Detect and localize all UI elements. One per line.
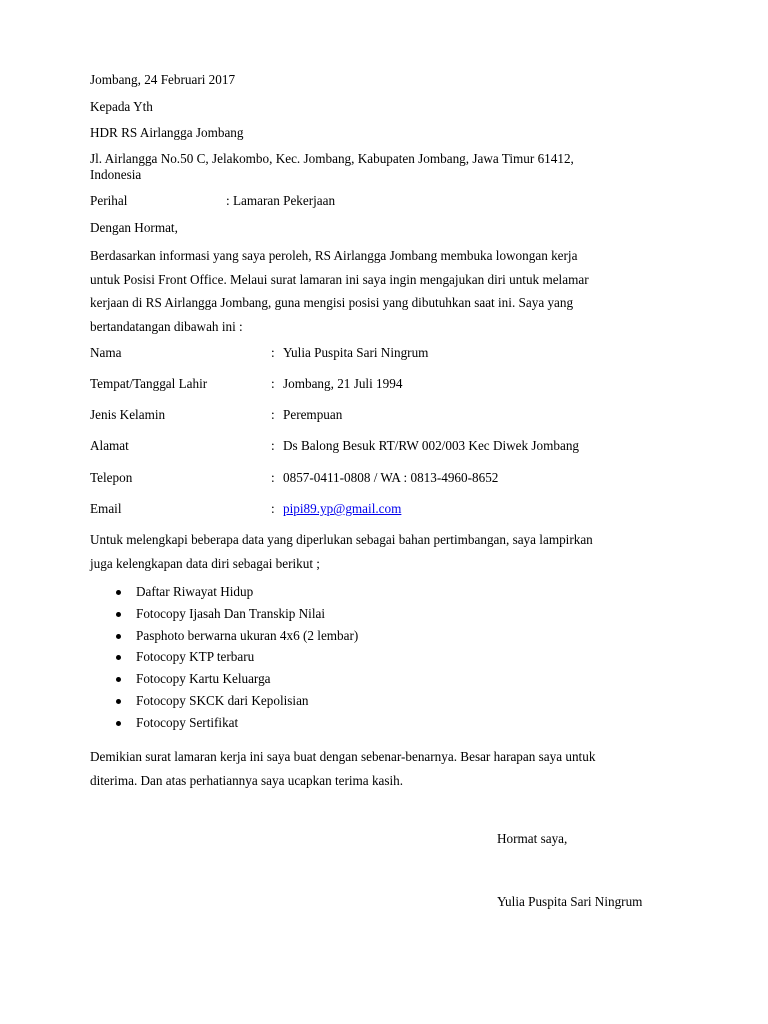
bullet-dot-icon <box>116 655 121 660</box>
email-link[interactable]: pipi89.yp@gmail.com <box>283 501 402 516</box>
list-item <box>90 606 358 628</box>
subject-label: Perihal <box>90 193 128 208</box>
letter-page <box>90 0 680 1024</box>
valediction: Hormat saya, <box>497 831 568 846</box>
field-colon: : <box>271 470 275 485</box>
intro-line: kerjaan di RS Airlangga Jombang, guna mengisi posisi yang dibutuhkan saat ini. Saya yang <box>90 295 574 311</box>
list-item <box>90 715 358 737</box>
bullet-dot-icon <box>116 677 121 682</box>
closing-line: diterima. Dan atas perhatiannya saya ucapkan terima kasih. <box>90 772 404 788</box>
list-item-label: Pasphoto berwarna ukuran 4x6 (2 lembar) <box>136 627 359 643</box>
list-item-label: Fotocopy SKCK dari Kepolisian <box>136 692 309 708</box>
closing-paragraph <box>90 745 595 792</box>
recipient-address-line-2: Indonesia <box>90 167 142 182</box>
list-item-label: Fotocopy KTP terbaru <box>136 649 255 665</box>
intro-line: bertandatangan dibawah ini : <box>90 319 243 335</box>
list-item-label: Fotocopy Ijasah Dan Transkip Nilai <box>136 605 326 621</box>
field-label: Email <box>90 501 122 516</box>
field-value: Yulia Puspita Sari Ningrum <box>283 345 429 360</box>
signature-name: Yulia Puspita Sari Ningrum <box>497 894 643 909</box>
field-label: Telepon <box>90 470 133 485</box>
list-item <box>90 628 358 650</box>
field-colon: : <box>271 345 275 360</box>
field-label: Nama <box>90 345 122 360</box>
bullet-dot-icon <box>116 699 121 704</box>
field-colon: : <box>271 438 275 453</box>
field-label: Alamat <box>90 438 129 453</box>
attachment-intro-line: juga kelengkapan data diri sebagai berikut ; <box>90 555 320 571</box>
salutation: Dengan Hormat, <box>90 220 178 235</box>
letter-date: Jombang, 24 Februari 2017 <box>90 72 236 87</box>
field-value: 0857-0411-0808 / WA : 0813-4960-8652 <box>283 470 499 485</box>
field-label: Jenis Kelamin <box>90 407 166 422</box>
list-item-label: Fotocopy Kartu Keluarga <box>136 671 271 687</box>
recipient-greeting: Kepada Yth <box>90 99 153 114</box>
subject-value: : Lamaran Pekerjaan <box>226 193 336 208</box>
intro-paragraph <box>90 244 589 339</box>
list-item-label: Fotocopy Sertifikat <box>136 714 239 730</box>
bullet-dot-icon <box>116 590 121 595</box>
field-value: Jombang, 21 Juli 1994 <box>283 376 403 391</box>
field-colon: : <box>271 376 275 391</box>
field-colon: : <box>271 501 275 516</box>
field-label: Tempat/Tanggal Lahir <box>90 376 208 391</box>
bullet-dot-icon <box>116 634 121 639</box>
bullet-dot-icon <box>116 721 121 726</box>
list-item <box>90 671 358 693</box>
bullet-dot-icon <box>116 612 121 617</box>
intro-line: Berdasarkan informasi yang saya peroleh, RS Airlangga Jombang membuka lowongan kerja <box>90 248 578 263</box>
list-item <box>90 693 358 715</box>
attachment-intro-line: Untuk melengkapi beberapa data yang diperlukan sebagai bahan pertimbangan, saya lampirkan <box>90 532 593 547</box>
list-item-label: Daftar Riwayat Hidup <box>136 584 254 599</box>
list-item <box>90 584 358 606</box>
field-colon: : <box>271 407 275 422</box>
field-value: Ds Balong Besuk RT/RW 002/003 Kec Diwek Jombang <box>283 438 580 453</box>
list-item <box>90 649 358 671</box>
field-value: Perempuan <box>283 407 343 422</box>
recipient-address-line-1: Jl. Airlangga No.50 C, Jelakombo, Kec. Jombang, Kabupaten Jombang, Jawa Timur 61412, <box>90 151 574 166</box>
recipient-name: HDR RS Airlangga Jombang <box>90 125 244 140</box>
intro-line: untuk Posisi Front Office. Melaui surat lamaran ini saya ingin mengajukan diri untuk melamar <box>90 271 589 287</box>
closing-line: Demikian surat lamaran kerja ini saya buat dengan sebenar-benarnya. Besar harapan saya untuk <box>90 749 596 764</box>
attachment-list <box>90 584 358 737</box>
attachment-intro-paragraph <box>90 528 593 575</box>
